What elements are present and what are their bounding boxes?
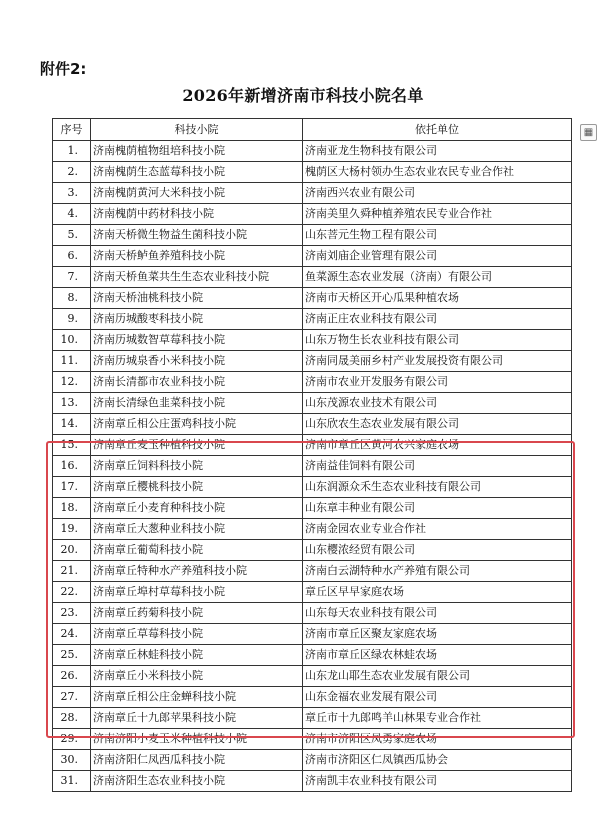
row-host-unit: 济南市章丘区绿农林蛙农场 [303,645,572,666]
row-host-unit: 山东金福农业发展有限公司 [303,687,572,708]
row-host-unit: 山东欣农生态农业发展有限公司 [303,414,572,435]
row-index: 29. [53,729,91,750]
row-institute-name: 济南济阳生态农业科技小院 [91,771,303,792]
row-index: 27. [53,687,91,708]
row-index: 2. [53,162,91,183]
row-index: 16. [53,456,91,477]
row-host-unit: 济南益佳饲料有限公司 [303,456,572,477]
row-host-unit: 槐荫区大杨村领办生态农业农民专业合作社 [303,162,572,183]
row-institute-name: 济南章丘樱桃科技小院 [91,477,303,498]
row-index: 30. [53,750,91,771]
header-institute: 科技小院 [91,119,303,141]
row-index: 25. [53,645,91,666]
row-institute-name: 济南章丘大葱种业科技小院 [91,519,303,540]
row-index: 11. [53,351,91,372]
row-host-unit: 山东菩元生物工程有限公司 [303,225,572,246]
table-header-row [53,119,572,141]
table-row [53,687,572,708]
table-row [53,183,572,204]
row-host-unit: 济南市农业开发服务有限公司 [303,372,572,393]
row-index: 1. [53,141,91,162]
row-index: 12. [53,372,91,393]
table-row [53,267,572,288]
row-institute-name: 济南章丘小麦育种科技小院 [91,498,303,519]
row-index: 24. [53,624,91,645]
row-host-unit: 济南同晟美丽乡村产业发展投资有限公司 [303,351,572,372]
row-institute-name: 济南章丘葡萄科技小院 [91,540,303,561]
row-host-unit: 济南亚龙生物科技有限公司 [303,141,572,162]
table-row [53,372,572,393]
row-institute-name: 济南章丘饲料科技小院 [91,456,303,477]
row-institute-name: 济南章丘十九郎苹果科技小院 [91,708,303,729]
row-host-unit: 济南刘庙企业管理有限公司 [303,246,572,267]
row-host-unit: 济南市章丘区聚友家庭农场 [303,624,572,645]
table-row [53,288,572,309]
table-row [53,330,572,351]
table-row [53,351,572,372]
row-host-unit: 鱼菜源生态农业发展（济南）有限公司 [303,267,572,288]
row-institute-name: 济南槐荫生态蓝莓科技小院 [91,162,303,183]
row-index: 13. [53,393,91,414]
row-host-unit: 章丘区早早家庭农场 [303,582,572,603]
row-index: 31. [53,771,91,792]
row-host-unit: 济南正庄农业科技有限公司 [303,309,572,330]
row-index: 26. [53,666,91,687]
row-host-unit: 山东茂源农业技术有限公司 [303,393,572,414]
row-host-unit: 山东每天农业科技有限公司 [303,603,572,624]
row-institute-name: 济南槐荫黄河大米科技小院 [91,183,303,204]
row-host-unit: 山东万物生长农业科技有限公司 [303,330,572,351]
row-index: 8. [53,288,91,309]
row-institute-name: 济南长清都市农业科技小院 [91,372,303,393]
row-host-unit: 济南市济阳区仁凤镇西瓜协会 [303,750,572,771]
row-institute-name: 济南天桥油桃科技小院 [91,288,303,309]
table-row [53,729,572,750]
row-index: 21. [53,561,91,582]
row-host-unit: 山东润源众禾生态农业科技有限公司 [303,477,572,498]
table-body [53,141,572,792]
row-index: 6. [53,246,91,267]
table-row [53,540,572,561]
row-institute-name: 济南济阳小麦玉米种植科技小院 [91,729,303,750]
row-institute-name: 济南天桥鲈鱼养殖科技小院 [91,246,303,267]
row-index: 17. [53,477,91,498]
table-row [53,477,572,498]
table-row [53,498,572,519]
row-index: 18. [53,498,91,519]
row-index: 28. [53,708,91,729]
row-index: 10. [53,330,91,351]
table-row [53,750,572,771]
row-host-unit: 济南美里久舜种植养殖农民专业合作社 [303,204,572,225]
row-institute-name: 济南槐荫植物组培科技小院 [91,141,303,162]
header-host-unit: 依托单位 [303,119,572,141]
row-host-unit: 山东樱浓经贸有限公司 [303,540,572,561]
row-host-unit: 山东章丰种业有限公司 [303,498,572,519]
row-index: 14. [53,414,91,435]
row-host-unit: 济南市章丘区黄河农兴家庭农场 [303,435,572,456]
row-institute-name: 济南章丘埠村草莓科技小院 [91,582,303,603]
row-host-unit: 济南白云湖特种水产养殖有限公司 [303,561,572,582]
row-institute-name: 济南章丘相公庄金蝉科技小院 [91,687,303,708]
row-host-unit: 济南金园农业专业合作社 [303,519,572,540]
row-institute-name: 济南历城泉香小米科技小院 [91,351,303,372]
row-index: 9. [53,309,91,330]
row-host-unit: 济南市天桥区开心瓜果种植农场 [303,288,572,309]
table-row [53,582,572,603]
table-row [53,603,572,624]
row-institute-name: 济南章丘药菊科技小院 [91,603,303,624]
row-index: 20. [53,540,91,561]
row-host-unit: 济南凯丰农业科技有限公司 [303,771,572,792]
table-row [53,204,572,225]
table-row [53,645,572,666]
row-institute-name: 济南长清绿色韭菜科技小院 [91,393,303,414]
row-host-unit: 济南西兴农业有限公司 [303,183,572,204]
table-row [53,246,572,267]
institute-table [52,118,572,792]
table-row [53,624,572,645]
attachment-label: 附件2: [40,60,87,78]
table-row [53,666,572,687]
header-index: 序号 [53,119,91,141]
table-row [53,141,572,162]
row-institute-name: 济南章丘特种水产养殖科技小院 [91,561,303,582]
row-host-unit: 山东龙山耶生态农业发展有限公司 [303,666,572,687]
row-index: 3. [53,183,91,204]
row-index: 19. [53,519,91,540]
row-index: 5. [53,225,91,246]
row-index: 7. [53,267,91,288]
row-host-unit: 济南市济阳区凤勇家庭农场 [303,729,572,750]
table-row [53,771,572,792]
row-institute-name: 济南章丘林蛙科技小院 [91,645,303,666]
document-title: 2026年新增济南市科技小院名单 [182,86,424,105]
table-row [53,162,572,183]
table-row [53,414,572,435]
table-row [53,561,572,582]
table-row [53,225,572,246]
table-row [53,309,572,330]
row-institute-name: 济南章丘相公庄蛋鸡科技小院 [91,414,303,435]
row-institute-name: 济南历城酸枣科技小院 [91,309,303,330]
row-index: 4. [53,204,91,225]
table-row [53,456,572,477]
row-institute-name: 济南天桥鱼菜共生生态农业科技小院 [91,267,303,288]
table-row [53,435,572,456]
table-row [53,708,572,729]
table-row [53,519,572,540]
row-institute-name: 济南章丘草莓科技小院 [91,624,303,645]
row-institute-name: 济南天桥微生物益生菌科技小院 [91,225,303,246]
layout-icon[interactable]: ▦ [580,124,597,141]
row-index: 22. [53,582,91,603]
row-index: 15. [53,435,91,456]
row-institute-name: 济南槐荫中药材科技小院 [91,204,303,225]
row-institute-name: 济南济阳仁凤西瓜科技小院 [91,750,303,771]
table-row [53,393,572,414]
row-index: 23. [53,603,91,624]
row-host-unit: 章丘市十九郎鸣羊山林果专业合作社 [303,708,572,729]
row-institute-name: 济南章丘小米科技小院 [91,666,303,687]
row-institute-name: 济南历城数智草莓科技小院 [91,330,303,351]
row-institute-name: 济南章丘麦玉种植科技小院 [91,435,303,456]
